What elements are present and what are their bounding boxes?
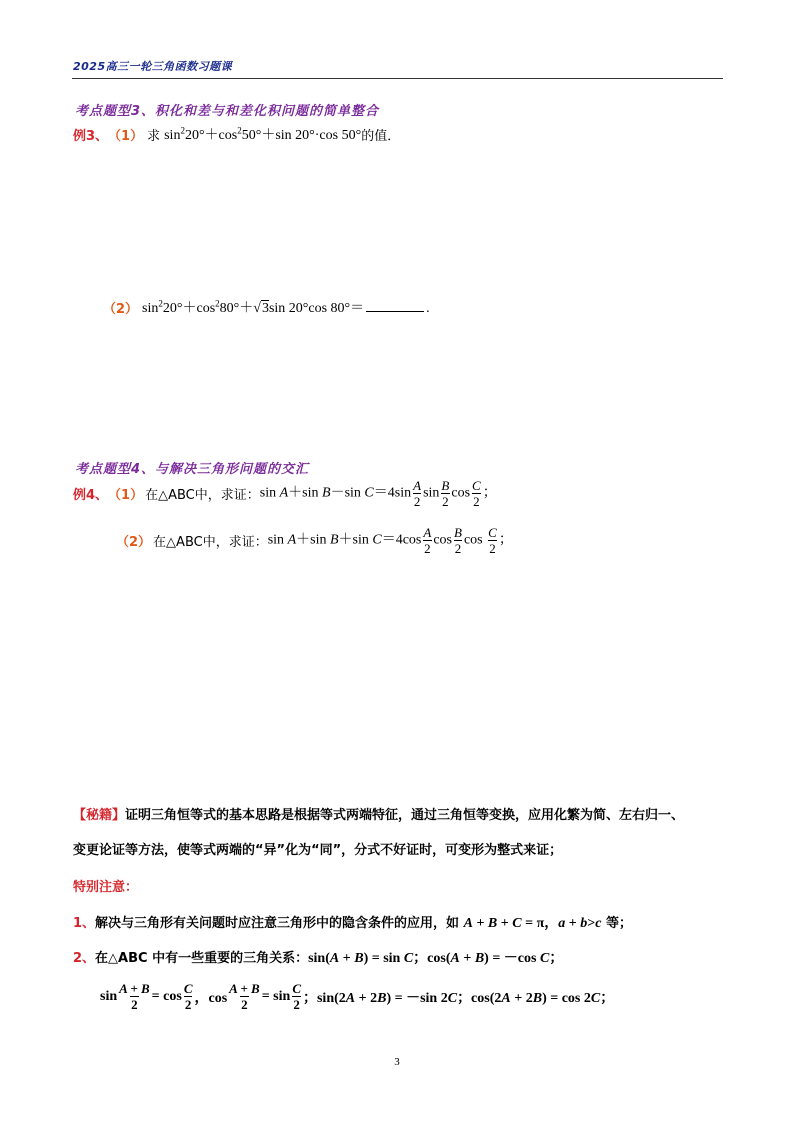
example3-q1-prefix: 求 bbox=[147, 128, 161, 144]
example4-q2-text: 在△ABC中，求证： bbox=[153, 535, 268, 550]
example4-q2 bbox=[116, 526, 513, 555]
page-number: 3 bbox=[394, 1056, 400, 1068]
header-divider bbox=[72, 78, 723, 79]
example4-q2-formula: sin A＋sin B＋sin C＝4cos $\frac{A}{2}$ cos $\frac{B}{2}$ cos $\frac{C}{2}$ ； bbox=[267, 525, 513, 556]
example3-q1-formula: $\sin^220^\circ+\cos^250^\circ+\sin$ 20°·cos 50° bbox=[164, 125, 362, 143]
example3-q1-label: （1） bbox=[108, 128, 144, 144]
example4-q1 bbox=[73, 479, 497, 508]
section3-heading: 考点题型3、积化和差与和差化积问题的简单整合 bbox=[75, 104, 380, 119]
secret-line2: 变更论证等方法，使等式两端的“异”化为“同”，分式不好证时，可变形为整式来证； bbox=[73, 843, 563, 858]
secret-label: 【秘籍】 bbox=[73, 808, 126, 823]
example4-q2-label: （2） bbox=[116, 535, 152, 550]
example4-label: 例4、 bbox=[73, 488, 109, 503]
example3-q2 bbox=[103, 297, 430, 317]
note-item-1-formula: A + B + C = π，a + b>c bbox=[463, 916, 602, 931]
note-item-2-formula: sin(A + B) = sin C；cos(A + B) = －cos C； bbox=[308, 951, 564, 966]
note-item-1-number: 1、 bbox=[73, 916, 96, 931]
secret-line1 bbox=[73, 804, 684, 823]
answer-blank[interactable] bbox=[366, 299, 424, 312]
example3-q1-suffix: 的值． bbox=[361, 128, 401, 144]
note-item-1-end: 等； bbox=[605, 916, 632, 931]
special-note-label: 特别注意： bbox=[73, 880, 139, 895]
note-item-2-text: 在△ABC 中有一些重要的三角关系： bbox=[95, 951, 309, 966]
example3-label: 例3、 bbox=[73, 128, 109, 144]
example4-q1-formula: sin A＋sin B－sin C＝4sin $\frac{A}{2}$ sin $\frac{B}{2}$ cos $\frac{C}{2}$ ； bbox=[259, 478, 497, 509]
note-item-1 bbox=[73, 912, 632, 932]
section4-heading: 考点题型4、与解决三角形问题的交汇 bbox=[75, 462, 310, 477]
example3-q1 bbox=[73, 124, 400, 144]
example4-q1-label: （1） bbox=[108, 488, 144, 503]
note-item-1-text: 解决与三角形有关问题时应注意三角形中的隐含条件的应用，如 bbox=[95, 916, 460, 931]
secret-text-1: 证明三角恒等式的基本思路是根据等式两端特征，通过三角恒等变换，应用化繁为简、左右归一、 bbox=[125, 808, 685, 823]
example4-q1-text: 在△ABC中，求证： bbox=[145, 488, 260, 503]
example3-q2-formula: $\sin^220^\circ+\cos^280^\circ+√3\sin$ 20°cos 80°＝ . bbox=[142, 298, 430, 316]
header-title: 2025高三一轮三角函数习题课 bbox=[73, 60, 233, 73]
note-item-2 bbox=[73, 947, 563, 967]
example3-q2-label: （2） bbox=[103, 301, 139, 317]
note-item-2-number: 2、 bbox=[73, 951, 96, 966]
note-item-2-formulas-row2: sin $\frac{A + B}{2}$ = cos $\frac{C}{2}$ ，cos $\frac{A + B}{2}$ = sin $\frac{C}{2}$ ；sin(2A + 2B) = －sin 2C；cos(2A + 2B) = cos 2C； bbox=[100, 981, 615, 1012]
